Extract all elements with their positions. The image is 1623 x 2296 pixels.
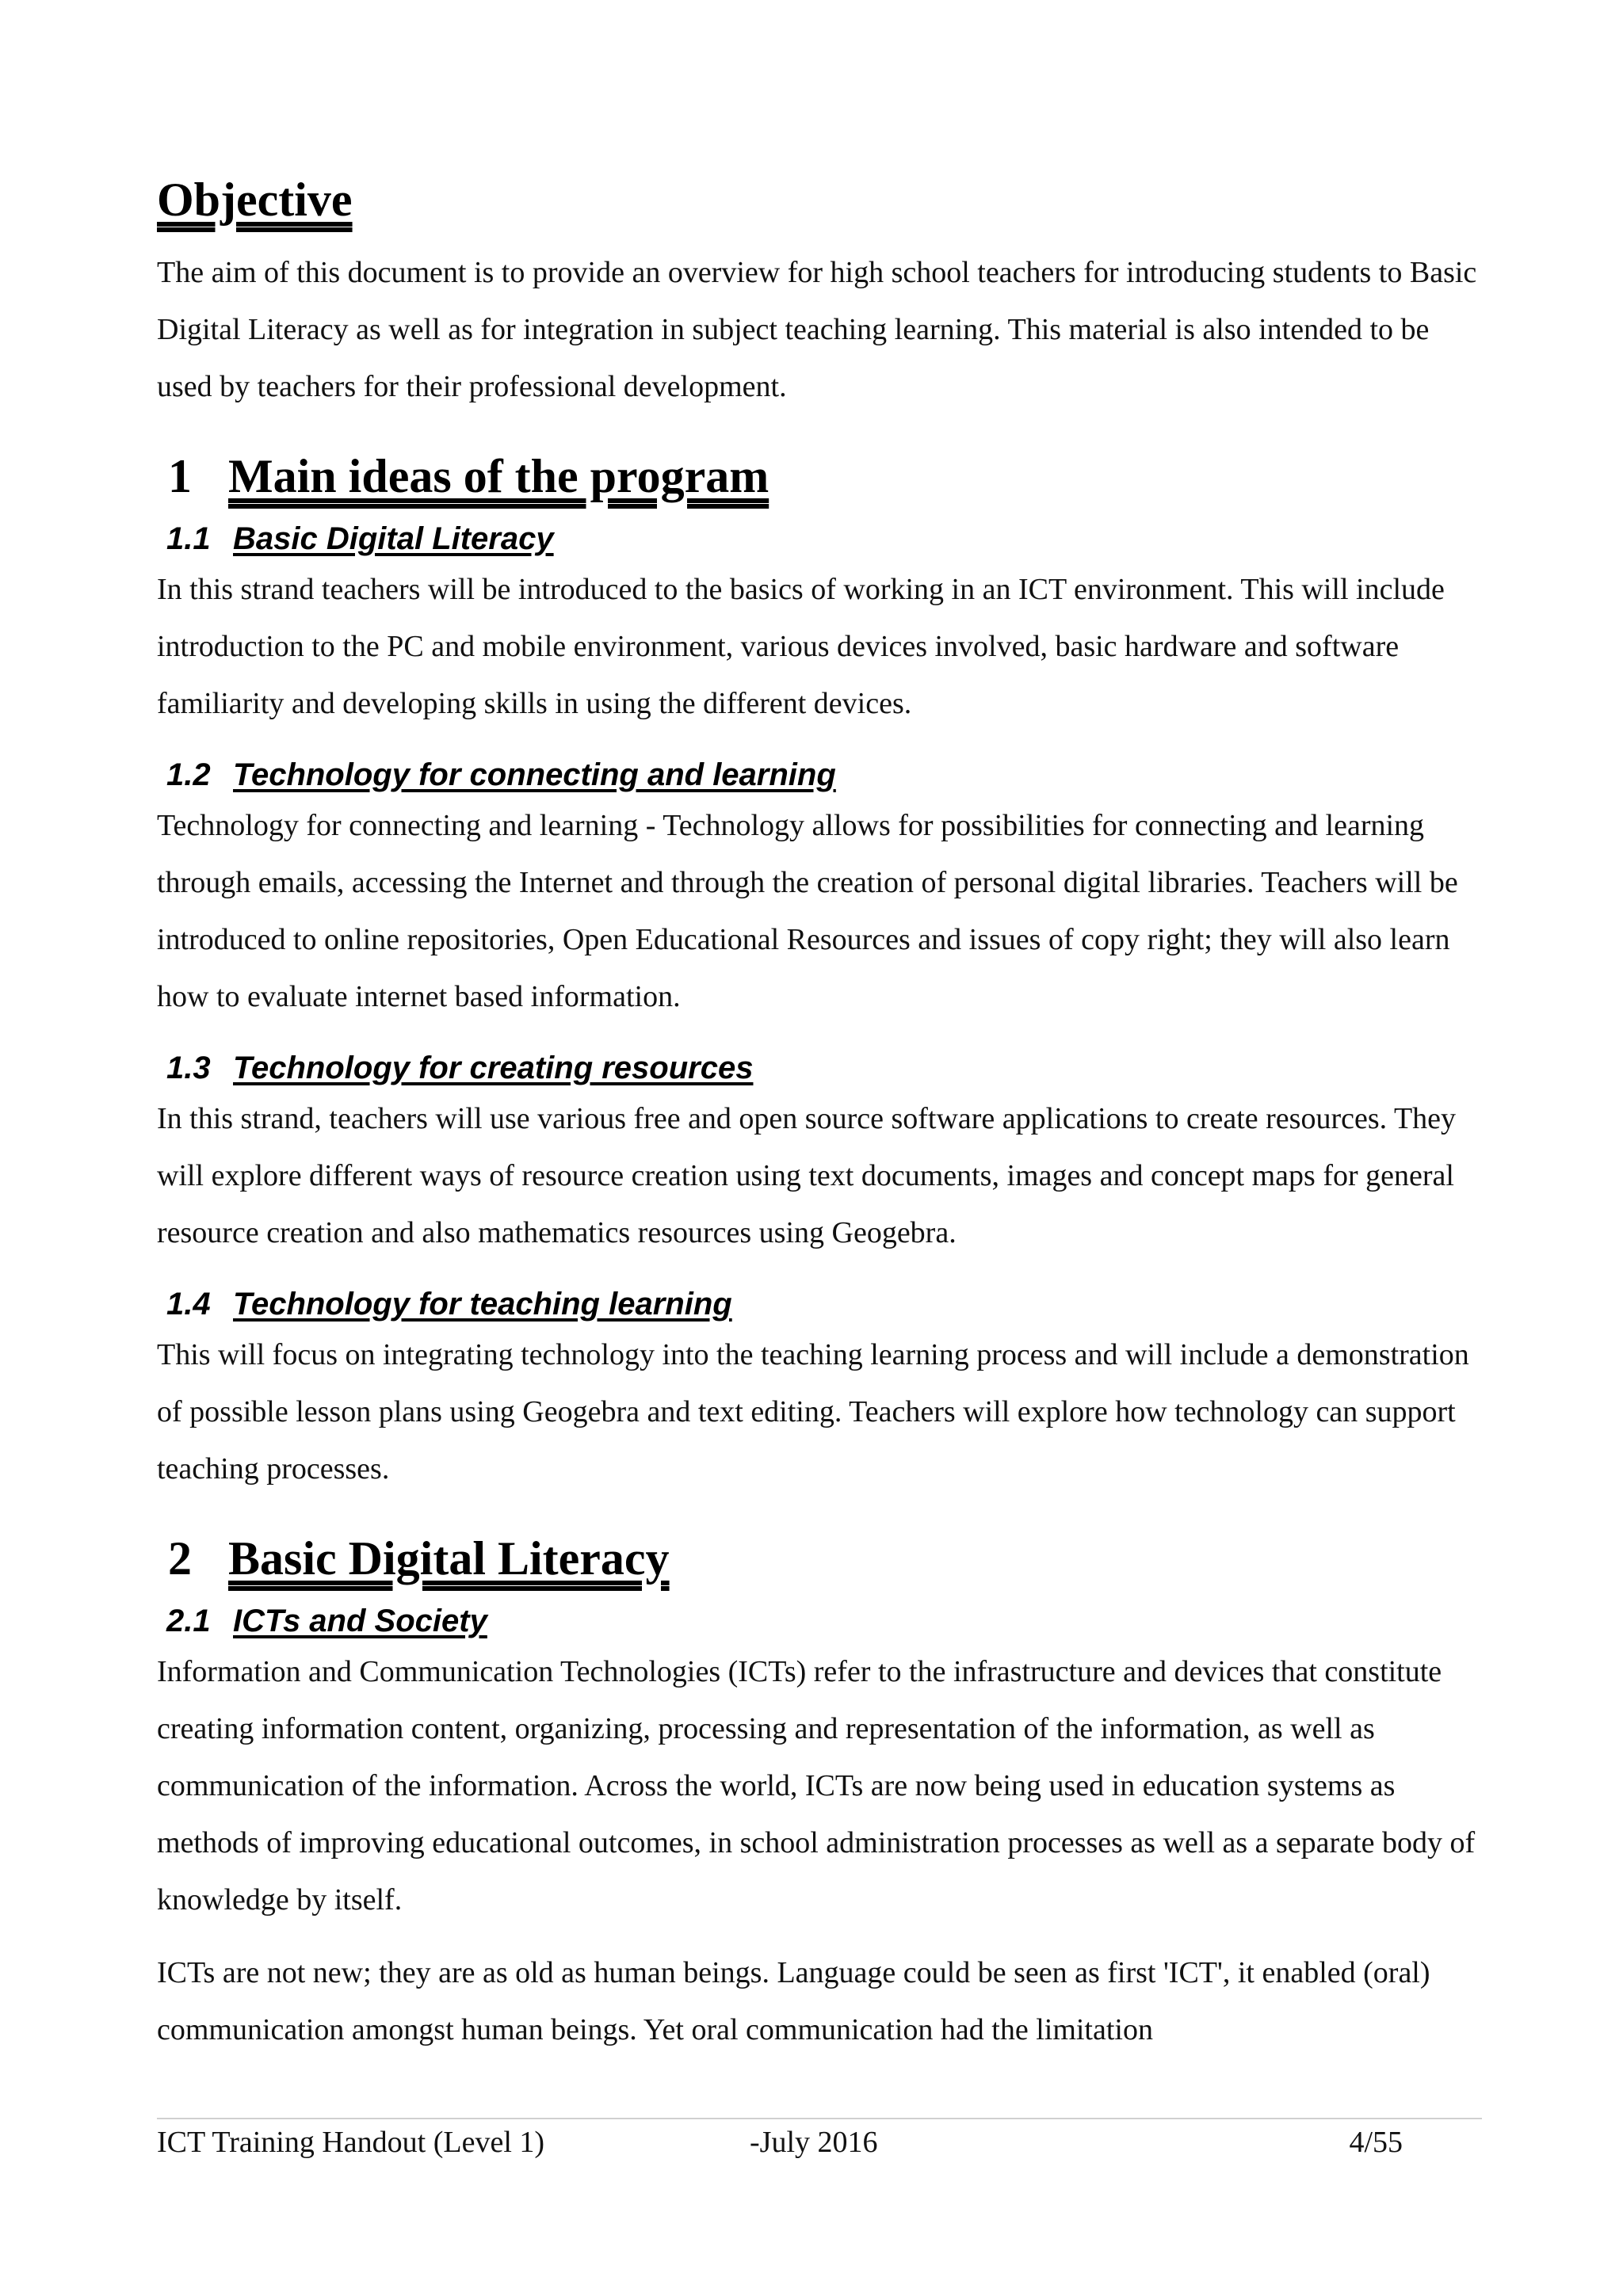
section-title: Main ideas of the program [228, 450, 769, 502]
subsection-heading-1-2 [166, 753, 1482, 797]
footer-date: -July 2016 [750, 2126, 878, 2159]
page-footer [157, 2119, 1403, 2166]
subsection-title: ICTs and Society [233, 1604, 487, 1638]
subsection-number: 1.3 [166, 1051, 211, 1085]
page-content [157, 166, 1482, 2058]
paragraph: This will focus on integrating technology into the teaching learning process and will include a demonstration of possible lesson plans using Geogebra and text editing. Teachers will explore how technology can support teaching processes. [157, 1338, 1469, 1486]
objective-heading: Objective [157, 174, 353, 226]
subsection-title: Technology for creating resources [233, 1051, 754, 1085]
section-number: 1 [168, 450, 192, 502]
subsection-title: Basic Digital Literacy [233, 521, 554, 556]
section-number: 2 [168, 1532, 192, 1585]
subsection-number: 1.4 [166, 1287, 211, 1322]
subsection-heading-1-3 [166, 1046, 1482, 1090]
subsection-number: 2.1 [166, 1604, 211, 1638]
paragraph: ICTs are not new; they are as old as human beings. Language could be seen as first 'ICT', it enabled (oral) communication amongst human beings. Yet oral communication had the limitation [157, 1956, 1430, 2046]
section-title: Basic Digital Literacy [228, 1532, 670, 1585]
subsection-title: Technology for teaching learning [233, 1287, 732, 1322]
paragraph: Information and Communication Technologies (ICTs) refer to the infrastructure and devices that constitute creating information content, organizing, processing and representation of the information, as well as communication of the information. Across the world, ICTs are now being used in education systems as methods of improving educational outcomes, in school administration processes as well as a separate body of knowledge by itself. [157, 1655, 1476, 1917]
objective-paragraph: The aim of this document is to provide an overview for high school teachers for introducing students to Basic Digital Literacy as well as for integration in subject teaching learning. This material is also intended to be used by teachers for their professional development. [157, 256, 1477, 403]
section-heading-2 [168, 1526, 1482, 1591]
paragraph: In this strand, teachers will use various free and open source software applications to create resources. They will explore different ways of resource creation using text documents, images and concept maps for general resource creation and also mathematics resources using Geogebra. [157, 1102, 1457, 1249]
subsection-number: 1.1 [166, 521, 211, 556]
footer-document-title: ICT Training Handout (Level 1) [157, 2126, 545, 2159]
paragraph: In this strand teachers will be introduced to the basics of working in an ICT environment. This will include introduction to the PC and mobile environment, various devices involved, basic hardware and software familiarity and developing skills in using the different devices. [157, 573, 1445, 720]
subsection-heading-1-1 [166, 517, 1482, 561]
subsection-heading-1-4 [166, 1282, 1482, 1326]
paragraph: Technology for connecting and learning - Technology allows for possibilities for connecting and learning through emails, accessing the Internet and through the creation of personal digital libraries. Teachers will be introduced to online repositories, Open Educational Resources and issues of copy right; they will also learn how to evaluate internet based information. [157, 809, 1458, 1013]
subsection-heading-2-1 [166, 1599, 1482, 1643]
subsection-number: 1.2 [166, 757, 211, 792]
footer-page-number: 4/55 [1349, 2126, 1403, 2159]
subsection-title: Technology for connecting and learning [233, 757, 836, 792]
section-heading-1 [168, 444, 1482, 509]
